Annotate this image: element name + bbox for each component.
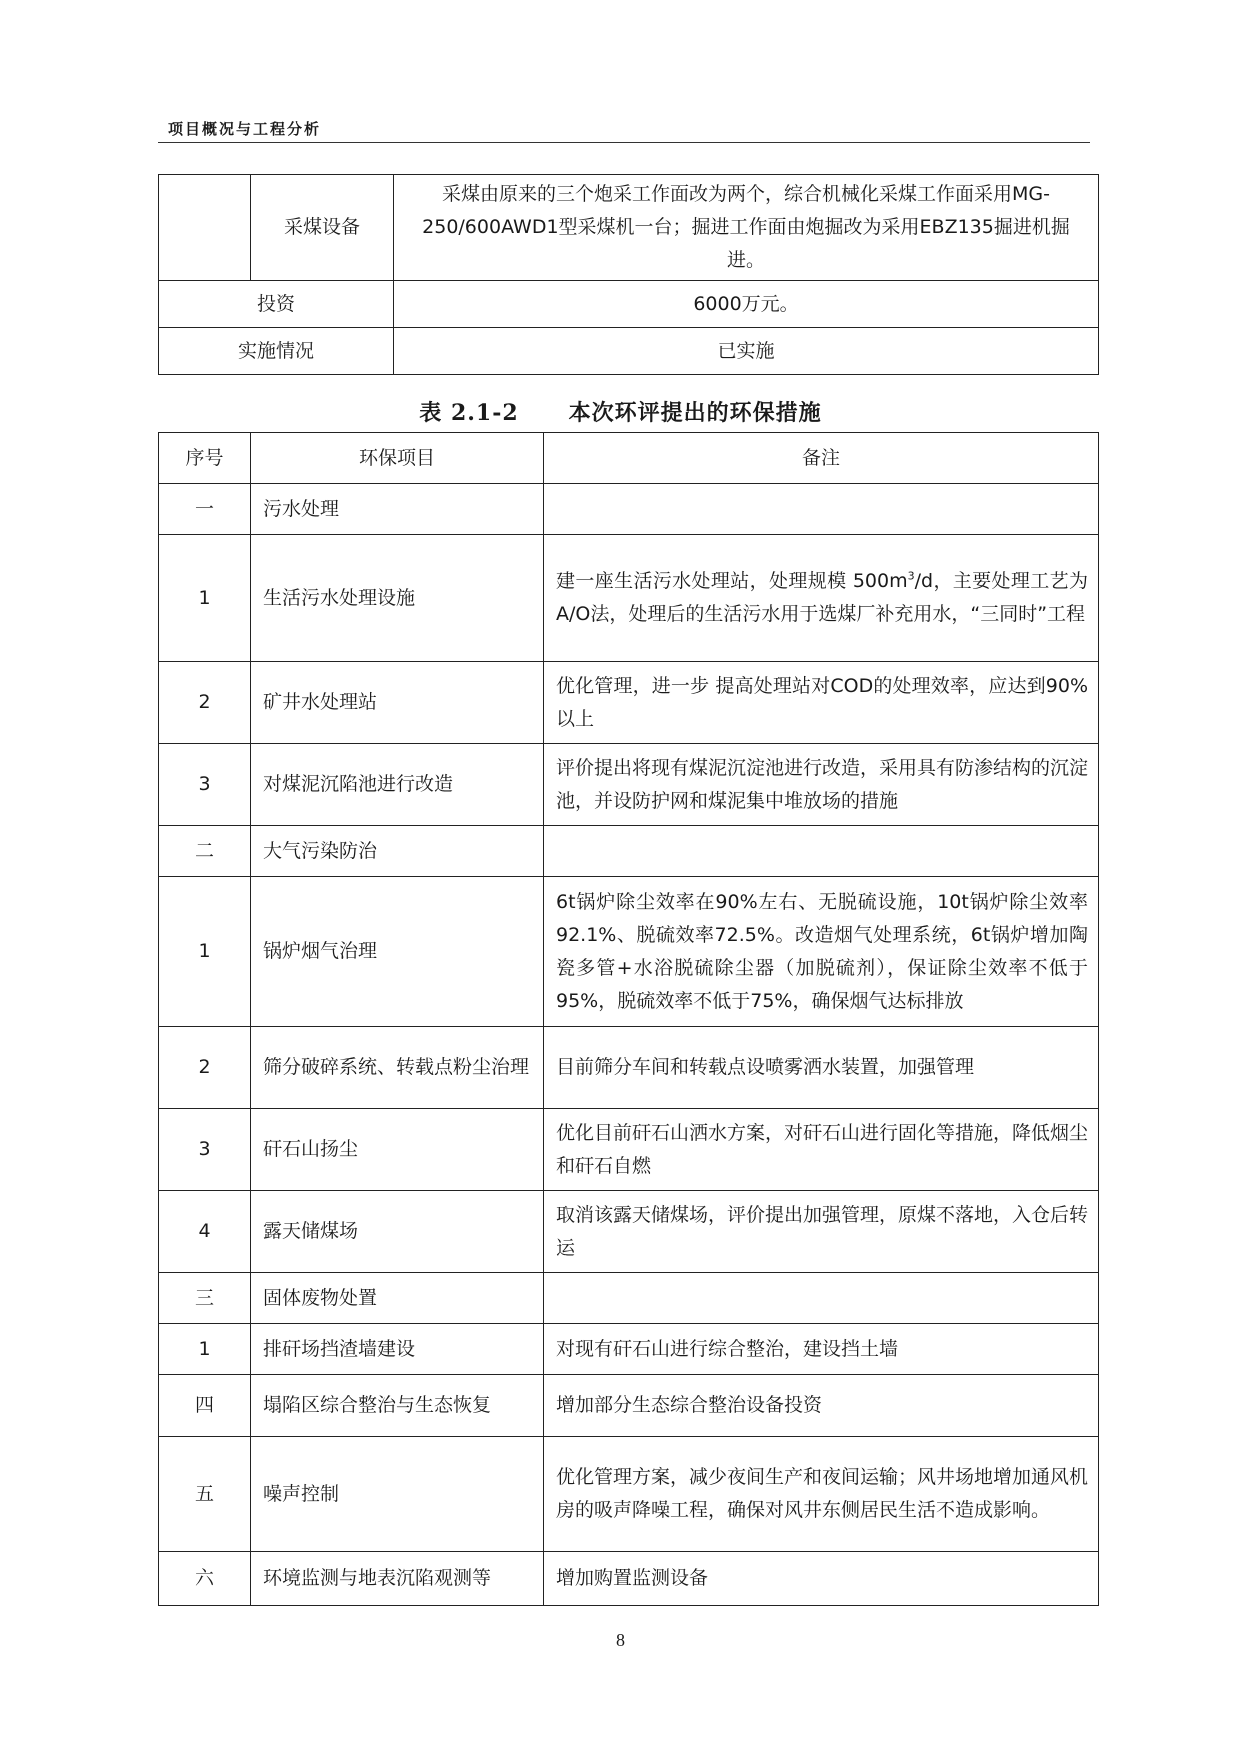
table-caption	[0, 396, 1241, 427]
column-header: 备注	[544, 433, 1099, 484]
table-row	[159, 175, 1099, 281]
main-table	[158, 432, 1099, 1606]
row-item: 污水处理	[251, 484, 544, 535]
row-note: 增加部分生态综合整治设备投资	[544, 1375, 1099, 1437]
row-note	[544, 484, 1099, 535]
row-note: 评价提出将现有煤泥沉淀池进行改造，采用具有防渗结构的沉淀池，并设防护网和煤泥集中堆放场的措施	[544, 744, 1099, 826]
row-note: 目前筛分车间和转载点设喷雾洒水装置，加强管理	[544, 1027, 1099, 1109]
row-item: 大气污染防治	[251, 826, 544, 877]
table-row	[159, 877, 1099, 1027]
row-number: 四	[159, 1375, 251, 1437]
row-note	[544, 826, 1099, 877]
table-row	[159, 535, 1099, 662]
row-number: 五	[159, 1437, 251, 1552]
row-number: 4	[159, 1191, 251, 1273]
row-note: 对现有矸石山进行综合整治，建设挡土墙	[544, 1324, 1099, 1375]
row-item: 固体废物处置	[251, 1273, 544, 1324]
row-item: 露天储煤场	[251, 1191, 544, 1273]
row-number: 一	[159, 484, 251, 535]
row-item: 矸石山扬尘	[251, 1109, 544, 1191]
row-item: 排矸场挡渣墙建设	[251, 1324, 544, 1375]
row-content: 已实施	[394, 328, 1099, 375]
table-row	[159, 826, 1099, 877]
row-item: 环境监测与地表沉陷观测等	[251, 1552, 544, 1606]
row-note: 优化管理，进一步 提高处理站对COD的处理效率，应达到90%以上	[544, 662, 1099, 744]
table-row	[159, 1027, 1099, 1109]
table-row	[159, 1191, 1099, 1273]
row-item: 塌陷区综合整治与生态恢复	[251, 1375, 544, 1437]
running-head: 项目概况与工程分析	[168, 120, 322, 138]
table-row	[159, 1273, 1099, 1324]
note-text: /d，主要处理工艺为A/O法，处理后的生活污水用于选煤厂补充用水，“三同时”工程	[556, 570, 1088, 625]
table-number: 表 2.1-2	[419, 400, 519, 426]
row-note: 优化管理方案，减少夜间生产和夜间运输；风井场地增加通风机房的吸声降噪工程，确保对风井东侧居民生活不造成影响。	[544, 1437, 1099, 1552]
row-item: 矿井水处理站	[251, 662, 544, 744]
row-content: 采煤由原来的三个炮采工作面改为两个，综合机械化采煤工作面采用MG-250/600AWD1型采煤机一台；掘进工作面由炮掘改为采用EBZ135掘进机掘进。	[394, 175, 1099, 281]
page-number: 8	[616, 1630, 625, 1650]
table-row	[159, 328, 1099, 375]
row-number: 二	[159, 826, 251, 877]
row-number: 1	[159, 535, 251, 662]
row-number: 六	[159, 1552, 251, 1606]
note-superscript: 3	[907, 569, 915, 583]
row-note	[544, 1273, 1099, 1324]
row-note: 6t锅炉除尘效率在90%左右、无脱硫设施，10t锅炉除尘效率92.1%、脱硫效率72.5%。改造烟气处理系统，6t锅炉增加陶瓷多管+水浴脱硫除尘器（加脱硫剂），保证除尘效率不低于95%，脱硫效率不低于75%，确保烟气达标排放	[544, 877, 1099, 1027]
row-item: 生活污水处理设施	[251, 535, 544, 662]
blank-cell	[159, 175, 251, 281]
table-header-row	[159, 433, 1099, 484]
table-row	[159, 1552, 1099, 1606]
table-row	[159, 1324, 1099, 1375]
row-item: 筛分破碎系统、转载点粉尘治理	[251, 1027, 544, 1109]
header-rule	[158, 142, 1090, 143]
row-item: 锅炉烟气治理	[251, 877, 544, 1027]
row-label: 实施情况	[159, 328, 394, 375]
table-row	[159, 1109, 1099, 1191]
row-note: 优化目前矸石山洒水方案，对矸石山进行固化等措施，降低烟尘和矸石自燃	[544, 1109, 1099, 1191]
row-number: 3	[159, 744, 251, 826]
table-title: 本次环评提出的环保措施	[568, 400, 822, 426]
row-note: 取消该露天储煤场，评价提出加强管理，原煤不落地，入仓后转运	[544, 1191, 1099, 1273]
row-number: 1	[159, 1324, 251, 1375]
row-number: 2	[159, 1027, 251, 1109]
row-number: 3	[159, 1109, 251, 1191]
row-number: 1	[159, 877, 251, 1027]
column-header: 序号	[159, 433, 251, 484]
row-item: 对煤泥沉陷池进行改造	[251, 744, 544, 826]
table-row	[159, 662, 1099, 744]
row-label: 采煤设备	[251, 175, 394, 281]
row-label: 投资	[159, 281, 394, 328]
row-number: 2	[159, 662, 251, 744]
table-row	[159, 1375, 1099, 1437]
note-text: 建一座生活污水处理站，处理规模 500m	[556, 570, 908, 592]
row-content: 6000万元。	[394, 281, 1099, 328]
table-row	[159, 281, 1099, 328]
column-header: 环保项目	[251, 433, 544, 484]
top-table	[158, 174, 1099, 375]
row-item: 噪声控制	[251, 1437, 544, 1552]
row-note: 增加购置监测设备	[544, 1552, 1099, 1606]
table-row	[159, 1437, 1099, 1552]
row-number: 三	[159, 1273, 251, 1324]
table-row	[159, 484, 1099, 535]
row-note	[544, 535, 1099, 662]
table-row	[159, 744, 1099, 826]
